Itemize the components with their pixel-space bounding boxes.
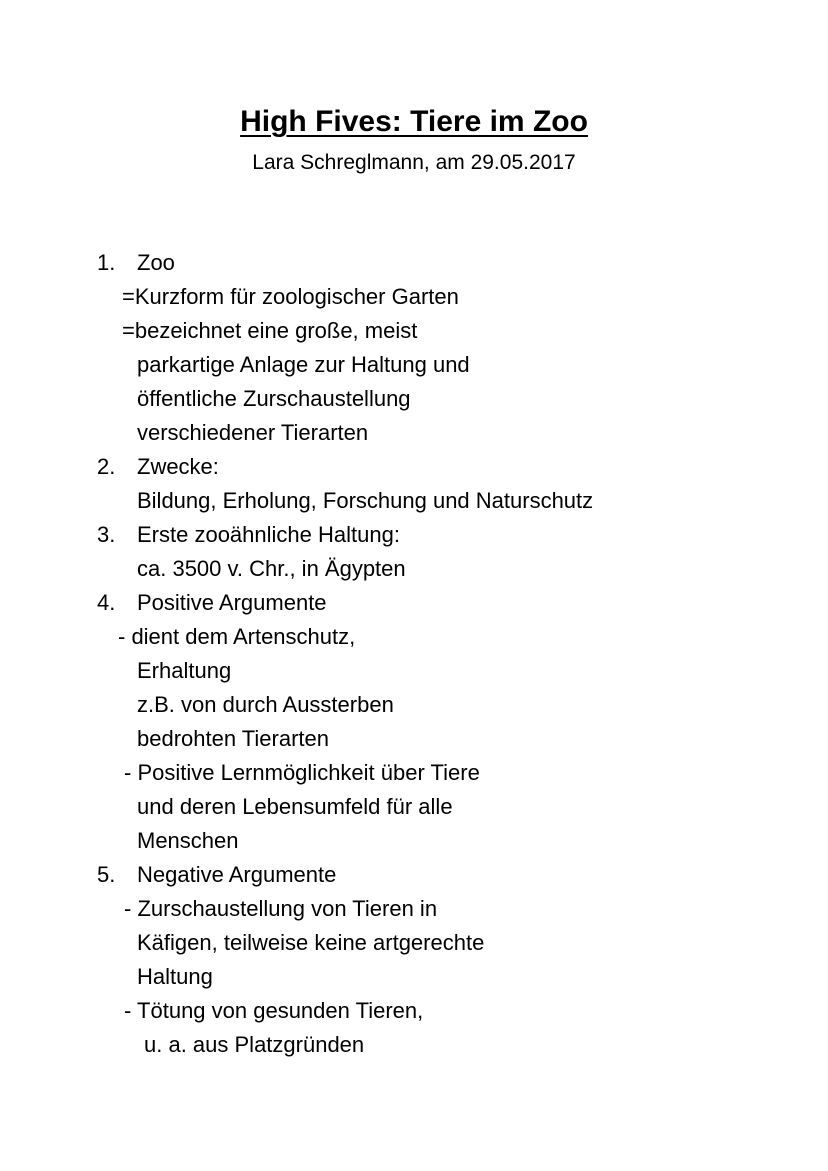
section-number: 1. bbox=[97, 250, 116, 275]
section-line: und deren Lebensumfeld für alle bbox=[137, 794, 453, 819]
section-line: parkartige Anlage zur Haltung und bbox=[137, 352, 470, 377]
section-line: Haltung bbox=[137, 964, 213, 989]
author-date-line: Lara Schreglmann, am 29.05.2017 bbox=[252, 151, 576, 174]
section-line: Bildung, Erholung, Forschung und Naturschutz bbox=[137, 488, 594, 513]
section-heading: Zoo bbox=[137, 250, 175, 275]
section-line: öffentliche Zurschaustellung bbox=[137, 386, 411, 411]
section-line: =Kurzform für zoologischer Garten bbox=[122, 284, 459, 309]
section-line: - Positive Lernmöglichkeit über Tiere bbox=[124, 760, 480, 785]
section-heading: Zwecke: bbox=[137, 454, 219, 479]
section-line: Erhaltung bbox=[137, 658, 232, 683]
section-heading: Negative Argumente bbox=[137, 862, 337, 887]
section-number: 3. bbox=[97, 522, 116, 547]
section-line: - dient dem Artenschutz, bbox=[118, 624, 356, 649]
section-number: 2. bbox=[97, 454, 116, 479]
section-heading: Erste zooähnliche Haltung: bbox=[137, 522, 400, 547]
section-line: verschiedener Tierarten bbox=[137, 420, 369, 445]
section-line: ca. 3500 v. Chr., in Ägypten bbox=[137, 556, 406, 581]
section-line: =bezeichnet eine große, meist bbox=[122, 318, 418, 343]
section-number: 4. bbox=[97, 590, 116, 615]
section-line: bedrohten Tierarten bbox=[137, 726, 330, 751]
section-line: - Tötung von gesunden Tieren, bbox=[124, 998, 424, 1023]
section-line: u. a. aus Platzgründen bbox=[144, 1032, 365, 1057]
section-line: Menschen bbox=[137, 828, 239, 853]
section-number: 5. bbox=[97, 862, 116, 887]
document-title: High Fives: Tiere im Zoo bbox=[240, 105, 588, 138]
section-heading: Positive Argumente bbox=[137, 590, 327, 615]
section-line: z.B. von durch Aussterben bbox=[137, 692, 394, 717]
section-line: - Zurschaustellung von Tieren in bbox=[124, 896, 438, 921]
section-line: Käfigen, teilweise keine artgerechte bbox=[137, 930, 485, 955]
